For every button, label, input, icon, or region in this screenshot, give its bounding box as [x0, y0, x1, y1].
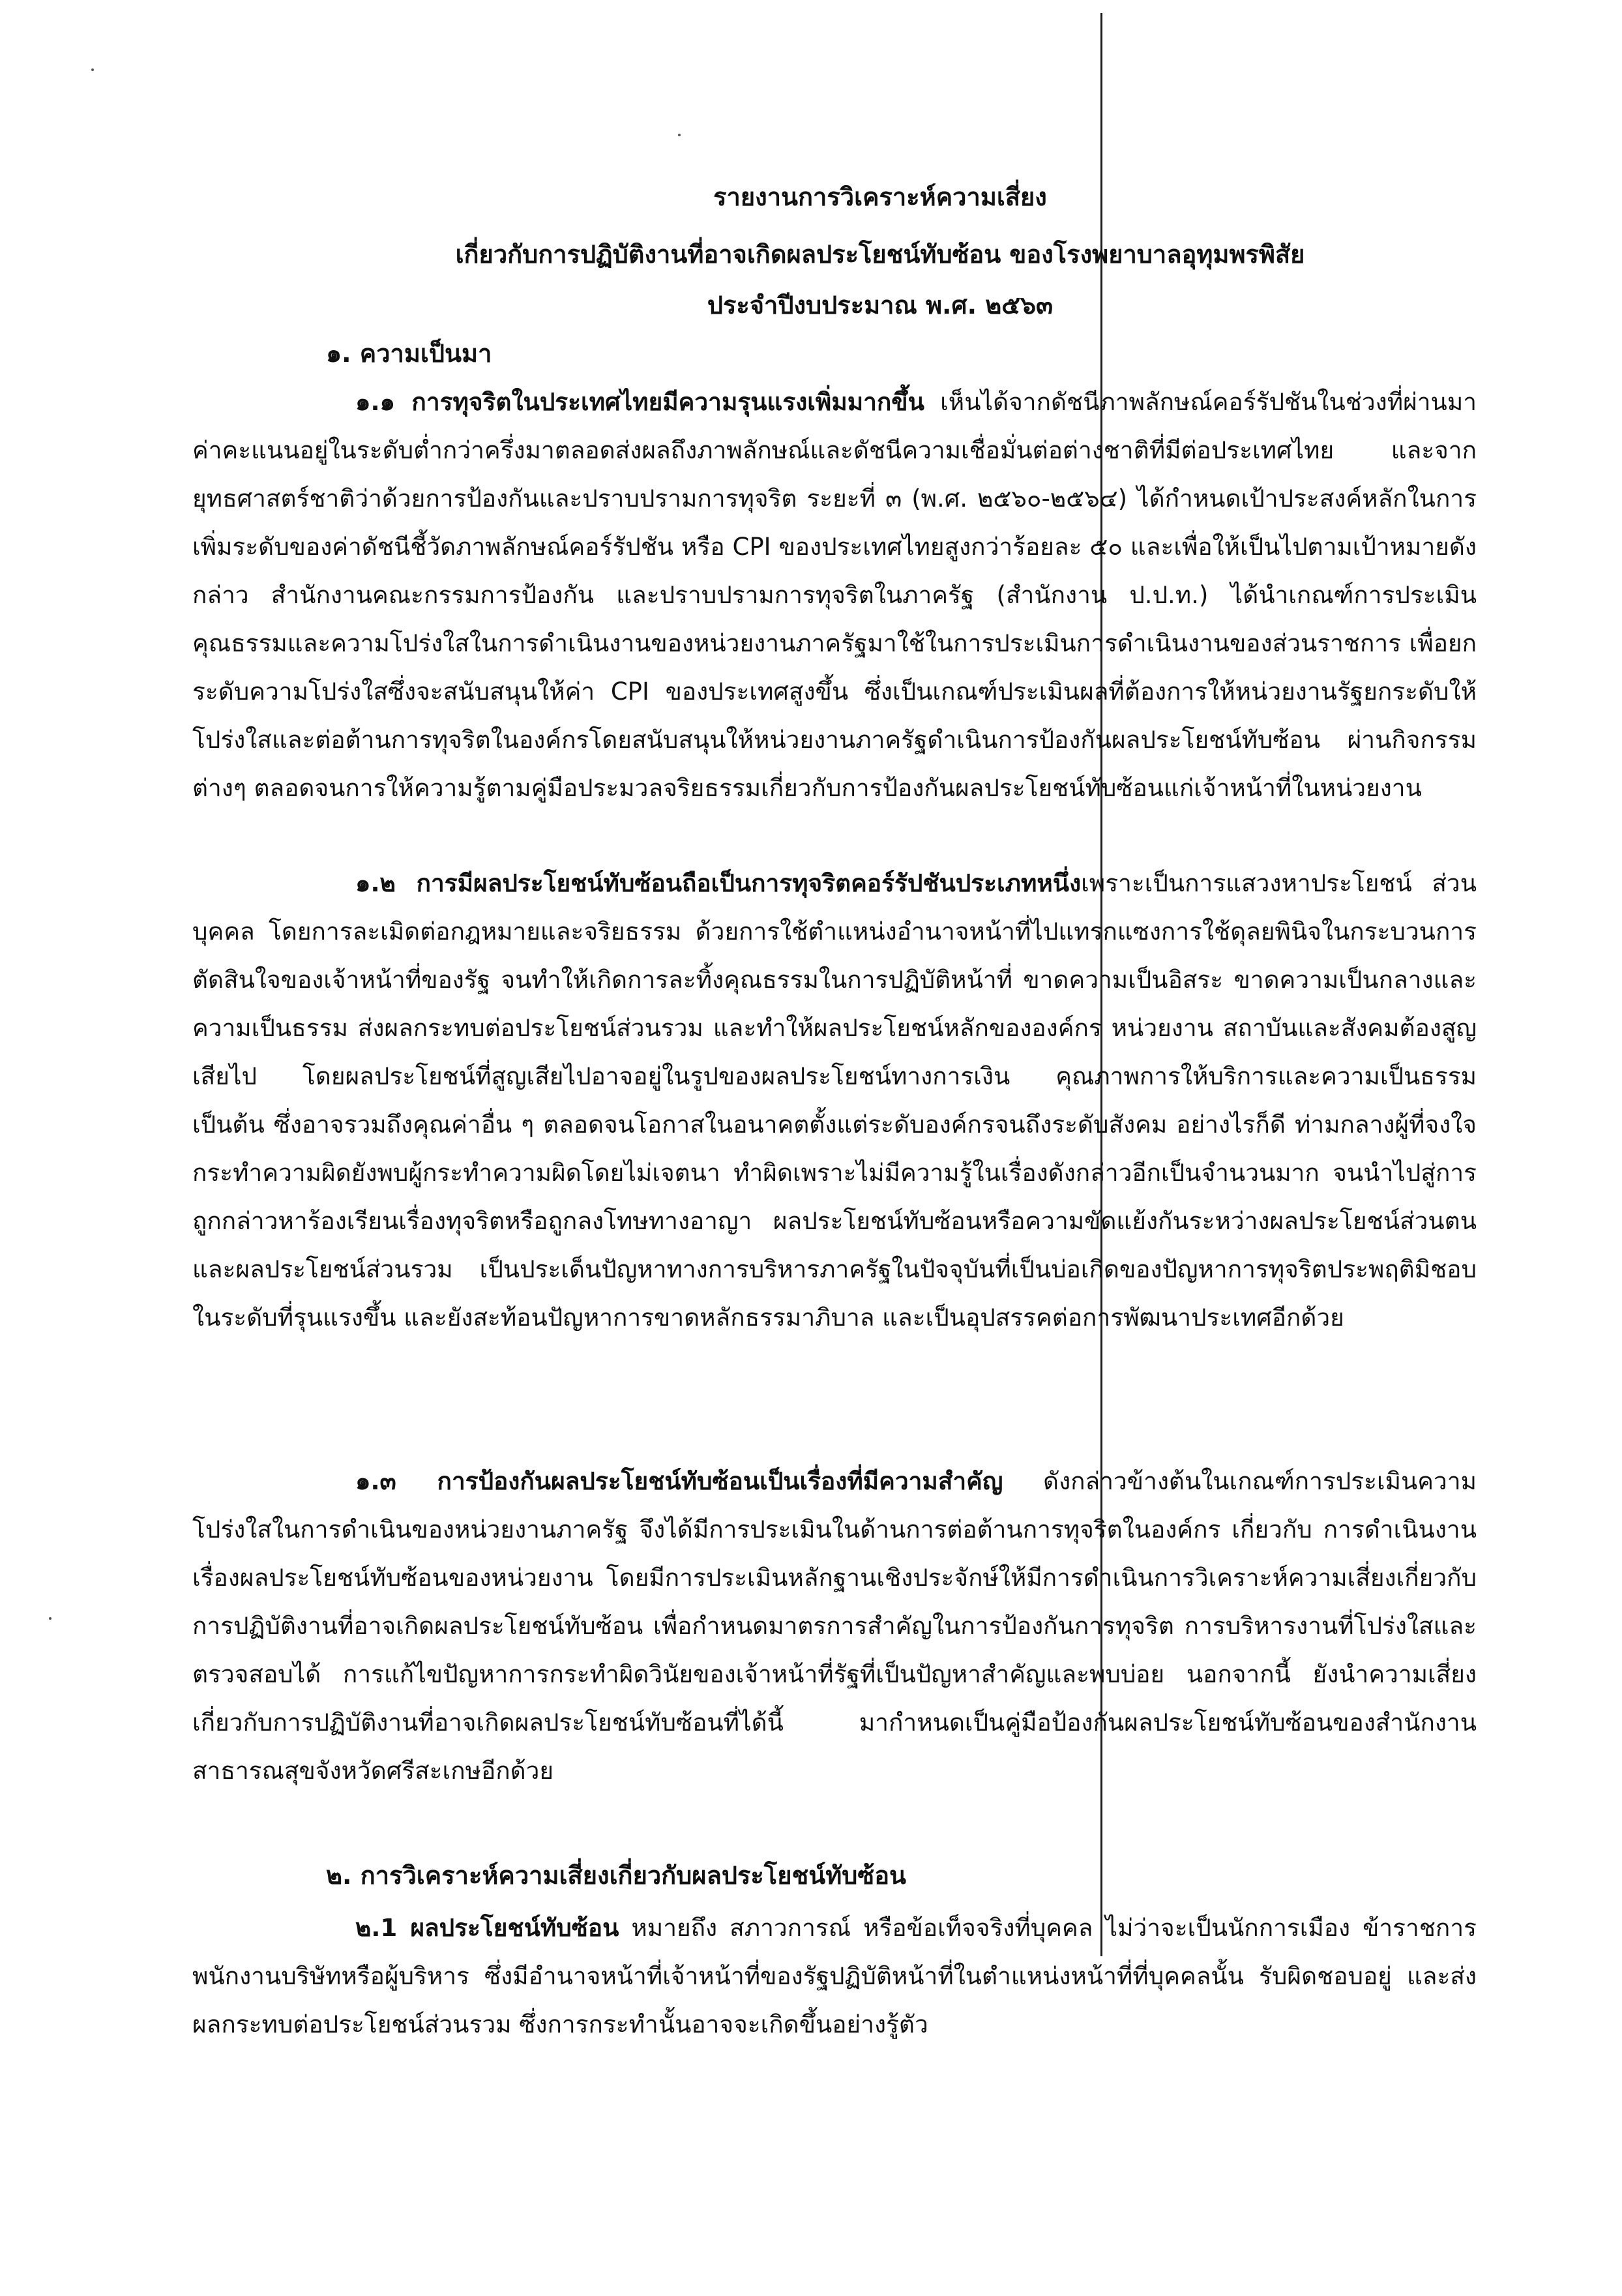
document-title-line-2: เกี่ยวกับการปฏิบัติงานที่อาจเกิดผลประโยชน์ทับซ้อน ของโรงพยาบาลอุทุมพรพิสัย [455, 240, 1305, 269]
section-1-heading: ๑. ความเป็นมา [326, 339, 492, 368]
paragraph-1-1-body: เห็นได้จากดัชนีภาพลักษณ์คอร์รัปชันในช่วงที่ผ่านมา ค่าคะแนนอยู่ในระดับต่ำกว่าครึ่งมาตลอดส่งผลถึงภาพลักษณ์และดัชนีความเชื่อมั่นต่อต่างชาติที่มีต่อประเทศไทย และจากยุทธศาสตร์ชาติว่าด้วยการป้องกันและปราบปรามการทุจริต ระยะที่ ๓ (พ.ศ. ๒๕๖๐-๒๕๖๔) ได้กำหนดเป้าประสงค์หลักในการเพิ่มระดับของค่าดัชนีชี้วัดภาพลักษณ์คอร์รัปชัน หรือ CPI ของประเทศไทยสูงกว่าร้อยละ ๕๐ และเพื่อให้เป็นไปตามเป้าหมายดังกล่าว สำนักงานคณะกรรมการป้องกัน และปราบปรามการทุจริตในภาครัฐ (สำนักงาน ป.ป.ท.) ได้นำเกณฑ์การประเมินคุณธรรมและความโปร่งใสในการดำเนินงานของหน่วยงานภาครัฐมาใช้ในการประเมินการดำเนินงานของส่วนราชการ เพื่อยกระดับความโปร่งใสซึ่งจะสนับสนุนให้ค่า CPI ของประเทศสูงขึ้น ซึ่งเป็นเกณฑ์ประเมินผลที่ต้องการให้หน่วยงานรัฐยกระดับให้โปร่งใสและต่อต้านการทุจริตในองค์กรโดยสนับสนุนให้หน่วยงานภาครัฐดำเนินการป้องกันผลประโยชน์ทับซ้อน ผ่านกิจกรรมต่างๆ ตลอดจนการให้ความรู้ตามคู่มือประมวลจริยธรรมเกี่ยวกับการป้องกันผลประโยชน์ทับซ้อนแก่เจ้าหน้าที่ในหน่วยงาน [192, 388, 1477, 802]
paragraph-2-1-lead: ๒.1 ผลประโยชน์ทับซ้อน [355, 1914, 619, 1942]
scan-speck [678, 134, 681, 136]
paragraph-1-1-lead: ๑.๑ การทุจริตในประเทศไทยมีความรุนแรงเพิ่มมากขึ้น [355, 388, 924, 416]
paragraph-1-3 [192, 1457, 1477, 1795]
paragraph-1-2-body: เพราะเป็นการแสวงหาประโยชน์ ส่วนบุคคล โดยการละเมิดต่อกฎหมายและจริยธรรม ด้วยการใช้ตำแหน่งอำนาจหน้าที่ไปแทรกแซงการใช้ดุลยพินิจในกระบวนการตัดสินใจของเจ้าหน้าที่ของรัฐ จนทำให้เกิดการละทิ้งคุณธรรมในการปฏิบัติหน้าที่ ขาดความเป็นอิสระ ขาดความเป็นกลางและความเป็นธรรม ส่งผลกระทบต่อประโยชน์ส่วนรวม และทำให้ผลประโยชน์หลักขององค์กร หน่วยงาน สถาบันและสังคมต้องสูญเสียไป โดยผลประโยชน์ที่สูญเสียไปอาจอยู่ในรูปของผลประโยชน์ทางการเงิน คุณภาพการให้บริการและความเป็นธรรม เป็นต้น ซึ่งอาจรวมถึงคุณค่าอื่น ๆ ตลอดจนโอกาสในอนาคตตั้งแต่ระดับองค์กรจนถึงระดับสังคม อย่างไรก็ดี ท่ามกลางผู้ที่จงใจกระทำความผิดยังพบผู้กระทำความผิดโดยไม่เจตนา ทำผิดเพราะไม่มีความรู้ในเรื่องดังกล่าวอีกเป็นจำนวนมาก จนนำไปสู่การถูกกล่าวหาร้องเรียนเรื่องทุจริตหรือถูกลงโทษทางอาญา ผลประโยชน์ทับซ้อนหรือความขัดแย้งกันระหว่างผลประโยชน์ส่วนตนและผลประโยชน์ส่วนรวม เป็นประเด็นปัญหาทางการบริหารภาครัฐในปัจจุบันที่เป็นบ่อเกิดของปัญหาการทุจริตประพฤติมิชอบในระดับที่รุนแรงขึ้น และยังสะท้อนปัญหาการขาดหลักธรรมาภิบาล และเป็นอุปสรรคต่อการพัฒนาประเทศอีกด้วย [192, 869, 1477, 1332]
scan-speck [49, 1617, 52, 1620]
paragraph-1-3-body: ดังกล่าวข้างต้นในเกณฑ์การประเมินความ โปร่งใสในการดำเนินของหน่วยงานภาครัฐ จึงได้มีการประเมินในด้านการต่อต้านการทุจริตในองค์กร เกี่ยวกับ การดำเนินงานเรื่องผลประโยชน์ทับซ้อนของหน่วยงาน โดยมีการประเมินหลักฐานเชิงประจักษ์ให้มีการดำเนินการวิเคราะห์ความเสี่ยงเกี่ยวกับการปฏิบัติงานที่อาจเกิดผลประโยชน์ทับซ้อน เพื่อกำหนดมาตรการสำคัญในการป้องกันการทุจริต การบริหารงานที่โปร่งใสและตรวจสอบได้ การแก้ไขปัญหาการกระทำผิดวินัยของเจ้าหน้าที่รัฐที่เป็นปัญหาสำคัญและพบบ่อย นอกจากนี้ ยังนำความเสี่ยงเกี่ยวกับการปฏิบัติงานที่อาจเกิดผลประโยชน์ทับซ้อนที่ได้นี้ มากำหนดเป็นคู่มือป้องกันผลประโยชน์ทับซ้อนของสำนักงานสาธารณสุขจังหวัดศรีสะเกษอีกด้วย [192, 1467, 1477, 1785]
paragraph-1-2-lead: ๑.๒ การมีผลประโยชน์ทับซ้อนถือเป็นการทุจริตคอร์รัปชันประเภทหนึ่ง [355, 869, 1082, 897]
paragraph-2-1-body: หมายถึง สภาวการณ์ หรือข้อเท็จจริงที่บุคคล ไม่ว่าจะเป็นนักการเมือง ข้าราชการ พนักงานบริษัทหรือผู้บริหาร ซึ่งมีอำนาจหน้าที่เจ้าหน้าที่ของรัฐปฏิบัติหน้าที่ในตำแหน่งหน้าที่ที่บุคคลนั้น รับผิดชอบอยู่ และส่งผลกระทบต่อประโยชน์ส่วนรวม ซึ่งการกระทำนั้นอาจจะเกิดขึ้นอย่างรู้ตัว [192, 1914, 1477, 2038]
scan-speck [91, 68, 94, 71]
section-2-heading: ๒. การวิเคราะห์ความเสี่ยงเกี่ยวกับผลประโยชน์ทับซ้อน [326, 1861, 906, 1890]
paragraph-1-3-lead: ๑.๓ การป้องกันผลประโยชน์ทับซ้อนเป็นเรื่องที่มีความสำคัญ [355, 1467, 1003, 1495]
document-title-line-1: รายงานการวิเคราะห์ความเสี่ยง [713, 183, 1047, 211]
paragraph-1-1 [192, 378, 1477, 813]
paragraph-1-2 [192, 859, 1477, 1342]
paragraph-2-1 [192, 1904, 1477, 2049]
document-title-line-3: ประจำปีงบประมาณ พ.ศ. ๒๕๖๓ [707, 291, 1054, 320]
